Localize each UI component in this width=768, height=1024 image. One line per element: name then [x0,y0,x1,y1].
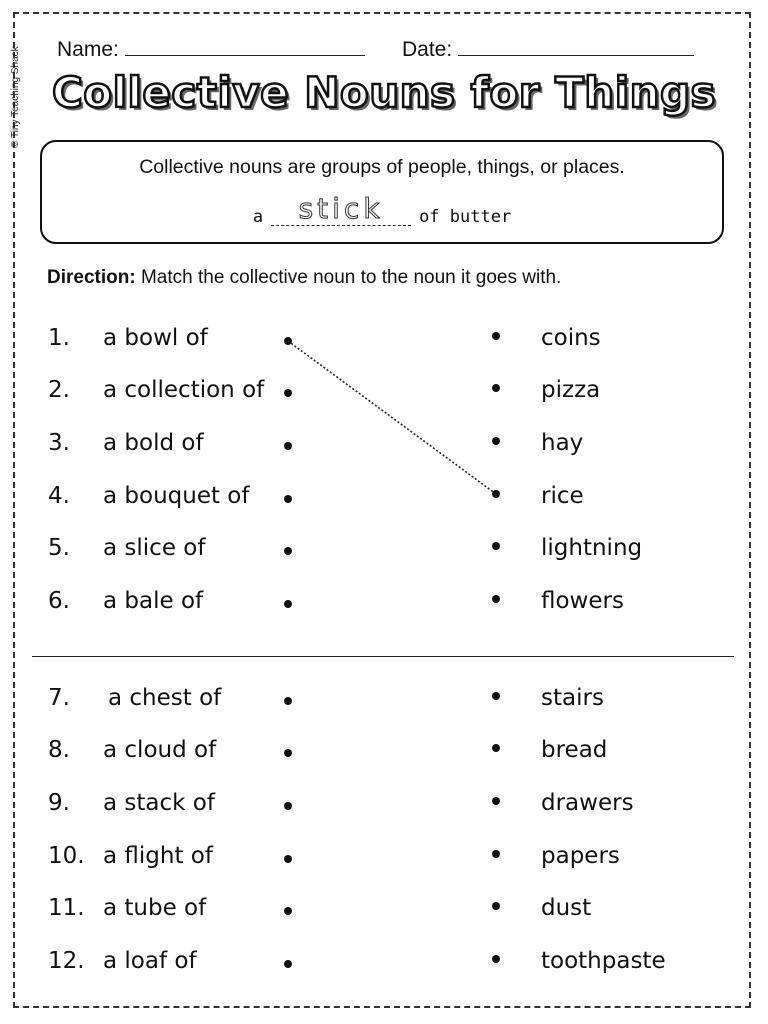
right-dot[interactable] [492,744,500,752]
right-dot[interactable] [492,955,500,963]
collective-phrase: a bouquet of [103,483,250,509]
left-dot[interactable] [284,337,292,345]
noun-answer: flowers [541,588,624,614]
right-dot[interactable] [492,902,500,910]
left-dot[interactable] [284,907,292,915]
noun-answer: coins [541,325,601,351]
left-dot[interactable] [284,749,292,757]
noun-answer: drawers [541,790,634,816]
name-line[interactable] [125,55,365,56]
example-line [42,192,722,230]
item-number: 4. [48,483,70,509]
collective-phrase: a stack of [103,790,215,816]
direction-body: Match the collective noun to the noun it goes with. [140,267,562,288]
collective-phrase: a bold of [103,430,204,456]
left-dot[interactable] [284,960,292,968]
match-row [0,948,768,982]
item-number: 5. [48,535,70,561]
left-dot[interactable] [284,802,292,810]
left-dot[interactable] [284,495,292,503]
direction-label: Direction: [47,267,136,288]
right-dot[interactable] [492,797,500,805]
noun-answer: toothpaste [541,948,666,974]
collective-phrase: a bowl of [103,325,208,351]
noun-answer: bread [541,737,608,763]
left-dot[interactable] [284,547,292,555]
definition-text: Collective nouns are groups of people, things, or places. [139,156,625,178]
right-dot[interactable] [492,332,500,340]
name-field[interactable] [57,38,365,62]
example-suffix: of butter [419,207,512,227]
example-blank [271,192,411,226]
noun-answer: rice [541,483,584,509]
match-row [0,895,768,929]
left-dot[interactable] [284,600,292,608]
copyright-text: © Tiny Teaching Shack [10,46,21,148]
match-row [0,588,768,622]
collective-phrase: a flight of [103,843,213,869]
example-word: stick [298,192,384,225]
match-row [0,737,768,771]
direction-text [47,267,561,289]
collective-phrase: a tube of [103,895,207,921]
noun-answer: papers [541,843,620,869]
match-row [0,377,768,411]
name-label: Name: [57,38,119,61]
match-row [0,790,768,824]
left-dot[interactable] [284,697,292,705]
noun-answer: pizza [541,377,601,403]
collective-phrase: a collection of [103,377,265,403]
right-dot[interactable] [492,850,500,858]
item-number: 10. [48,843,85,869]
noun-answer: stairs [541,685,604,711]
match-row [0,535,768,569]
page-title: Collective Nouns for Things [51,68,717,117]
collective-phrase: a loaf of [103,948,197,974]
noun-answer: dust [541,895,592,921]
collective-phrase: a bale of [103,588,204,614]
match-row [0,483,768,517]
item-number: 12. [48,948,85,974]
date-label: Date: [402,38,453,61]
example-prefix: a [252,207,264,227]
match-row [0,843,768,877]
match-row [0,430,768,464]
date-field[interactable] [402,38,694,62]
item-number: 8. [48,737,70,763]
right-dot[interactable] [492,542,500,550]
match-row [0,325,768,359]
noun-answer: lightning [541,535,643,561]
collective-phrase: a chest of [108,685,222,711]
date-line[interactable] [458,55,694,56]
item-number: 11. [48,895,85,921]
right-dot[interactable] [492,437,500,445]
noun-answer: hay [541,430,584,456]
item-number: 2. [48,377,70,403]
collective-phrase: a slice of [103,535,206,561]
right-dot[interactable] [492,490,500,498]
left-dot[interactable] [284,442,292,450]
item-number: 3. [48,430,70,456]
item-number: 7. [48,685,70,711]
left-dot[interactable] [284,389,292,397]
right-dot[interactable] [492,595,500,603]
right-dot[interactable] [492,384,500,392]
item-number: 9. [48,790,70,816]
definition-box [40,140,724,244]
item-number: 1. [48,325,70,351]
match-row [0,685,768,719]
left-dot[interactable] [284,855,292,863]
item-number: 6. [48,588,70,614]
right-dot[interactable] [492,692,500,700]
collective-phrase: a cloud of [103,737,217,763]
section-divider [32,656,734,657]
